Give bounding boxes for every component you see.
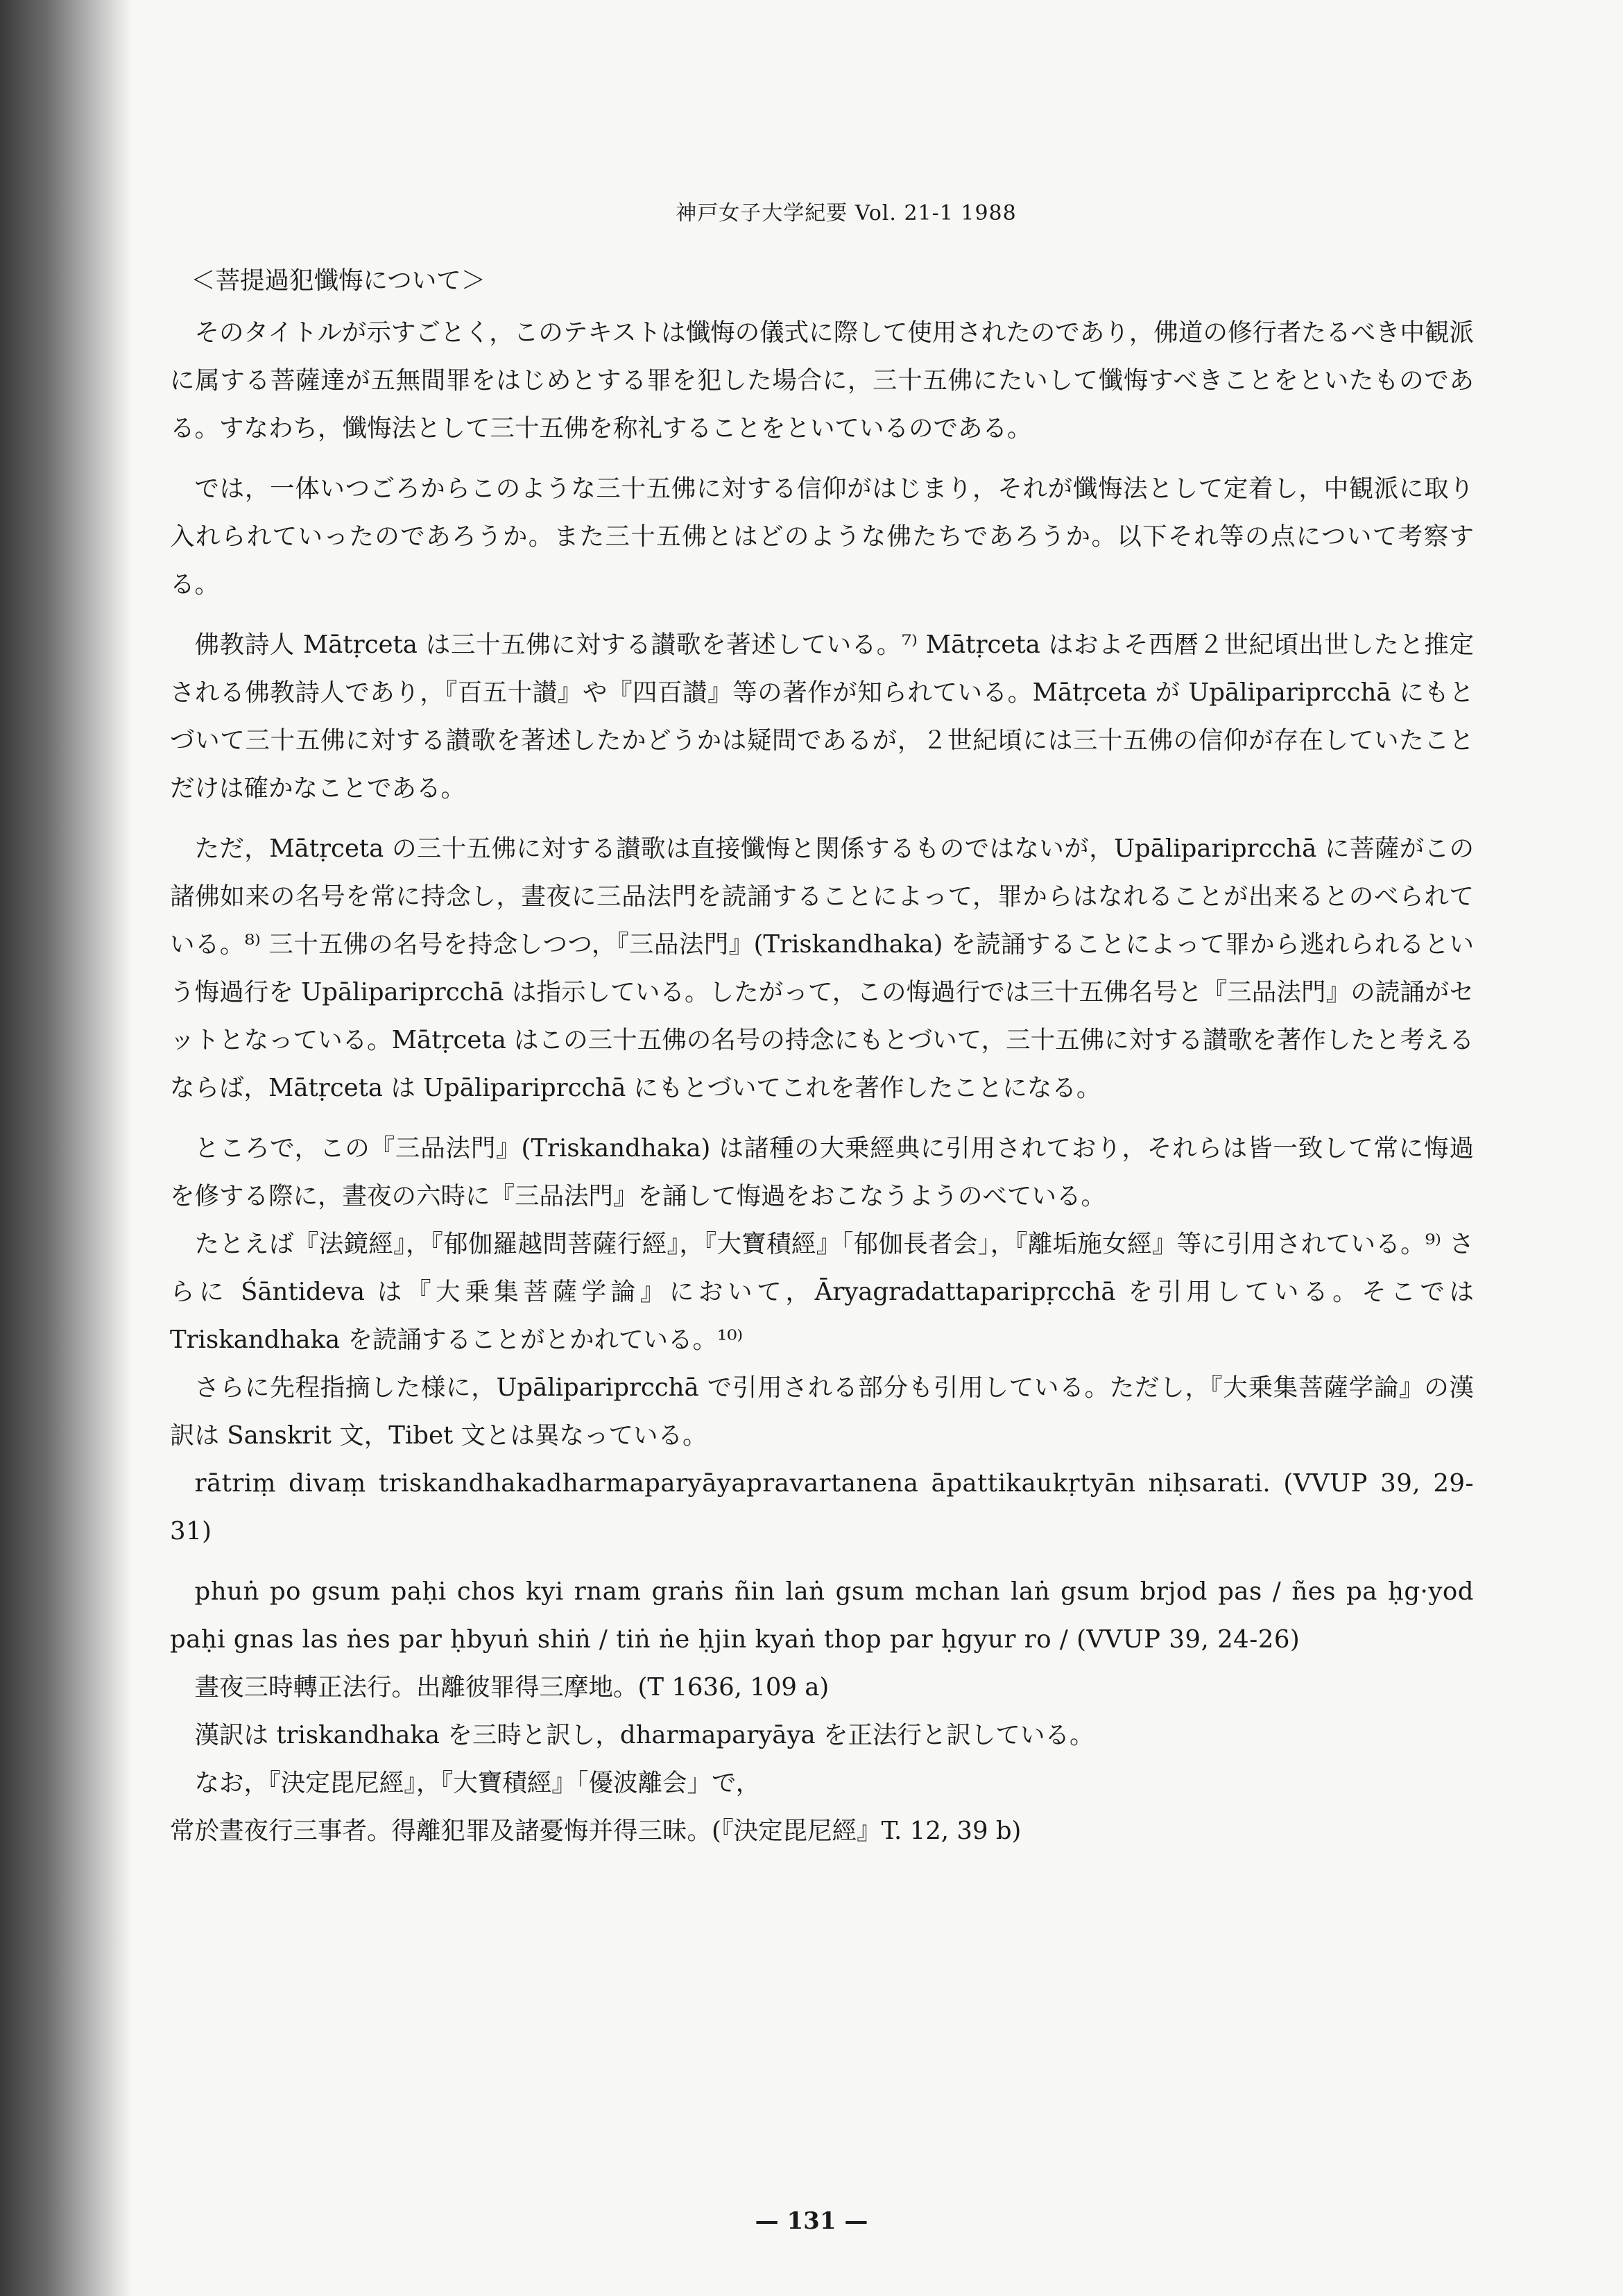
further-note: なお，『決定毘尼經』，『大寶積經』「優波離会」で， xyxy=(194,1769,761,1797)
paragraph-3: 佛教詩人 Mātṛceta は三十五佛に対する讃歌を著述している。⁷⁾ Mātṛceta はおよそ西暦２世紀頃出世したと推定される佛教詩人であり，『百五十讃』や『四百讃』等の著作が知られている。Mātṛceta が Upālipariprcchā にもとづいて三十五佛に対する讃歌を著述したかどうかは疑問であるが，２世紀頃には三十五佛の信仰が存在していたことだけは確かなことである。 xyxy=(170,631,1474,803)
journal-header: 神戸女子大学紀要 Vol. 21-1 1988 xyxy=(676,201,1017,225)
page-number: — 131 — xyxy=(755,2207,868,2235)
paragraph-5: ところで，この『三品法門』(Triskandhaka) は諸種の大乗經典に引用されており，それらは皆一致して常に悔過を修する際に，晝夜の六時に『三品法門』を誦して悔過をおこなうようのべている。 xyxy=(170,1134,1474,1210)
sanskrit-quote: rātriṃ divaṃ triskandhakadharmaparyāyapravartanena āpattikaukṛtyān niḥsarati. (VVUP 39, 29-31) xyxy=(170,1469,1474,1545)
scan-edge-shadow xyxy=(0,0,132,2296)
tibetan-quote: phuṅ po gsum paḥi chos kyi rnam graṅs ñin laṅ gsum mchan laṅ gsum brjod pas / ñes pa ḥg·yod paḥi gnas las ṅes par ḥbyuṅ shiṅ / tiṅ ṅe ḥjin kyaṅ thop par ḥgyur ro / (VVUP 39, 24-26) xyxy=(170,1577,1474,1654)
paragraph-4: ただ，Mātṛceta の三十五佛に対する讃歌は直接懺悔と関係するものではないが，Upālipariprcchā に菩薩がこの諸佛如来の名号を常に持念し，晝夜に三品法門を読誦することによって，罪からはなれることが出来るとのべられている。⁸⁾ 三十五佛の名号を持念しつつ，『三品法門』(Triskandhaka) を読誦することによって罪から逃れられるという悔過行を Upālipariprcchā は指示している。したがって，この悔過行では三十五佛名号と『三品法門』の読誦がセットとなっている。Mātṛceta はこの三十五佛の名号の持念にもとづいて，三十五佛に対する讃歌を著作したと考えるならば，Mātṛceta は Upālipariprcchā にもとづいてこれを著作したことになる。 xyxy=(170,834,1474,1102)
paragraph-7: さらに先程指摘した様に，Upālipariprcchā で引用される部分も引用している。ただし，『大乗集菩薩学論』の漢訳は Sanskrit 文，Tibet 文とは異なっている。 xyxy=(170,1373,1474,1450)
paragraph-2: では，一体いつごろからこのような三十五佛に対する信仰がはじまり，それが懺悔法として定着し，中観派に取り入れられていったのであろうか。また三十五佛とはどのような佛たちであろうか。以下それ等の点について考察する。 xyxy=(170,474,1474,599)
translation-note: 漢訳は triskandhaka を三時と訳し，dharmaparyāya を正法行と訳している。 xyxy=(194,1721,1094,1749)
paragraph-1: そのタイトルが示すごとく，このテキストは懺悔の儀式に際して使用されたのであり，佛道の修行者たるべき中観派に属する菩薩達が五無間罪をはじめとする罪を犯した場合に，三十五佛にたいして懺悔すべきことをといたものである。すなわち，懺悔法として三十五佛を称礼することをといているのである。 xyxy=(170,318,1474,443)
paragraph-6: たとえば『法鏡經』，『郁伽羅越問菩薩行經』，『大寶積經』「郁伽長者会」，『離垢施女經』等に引用されている。⁹⁾ さらに Śāntideva は『大乗集菩薩学論』において，Āryagradattaparipṛcchā を引用している。そこでは Triskandhaka を読誦することがとかれている。¹⁰⁾ xyxy=(170,1230,1474,1354)
chinese-quote-2: 常於晝夜行三事者。得離犯罪及諸憂悔并得三昧。(『決定毘尼經』T. 12, 39 b) xyxy=(170,1817,1022,1845)
chinese-quote: 晝夜三時轉正法行。出離彼罪得三摩地。(T 1636, 109 a) xyxy=(194,1673,830,1702)
body-text xyxy=(170,257,1474,1855)
section-title: ＜菩提過犯懺悔について＞ xyxy=(191,266,486,295)
